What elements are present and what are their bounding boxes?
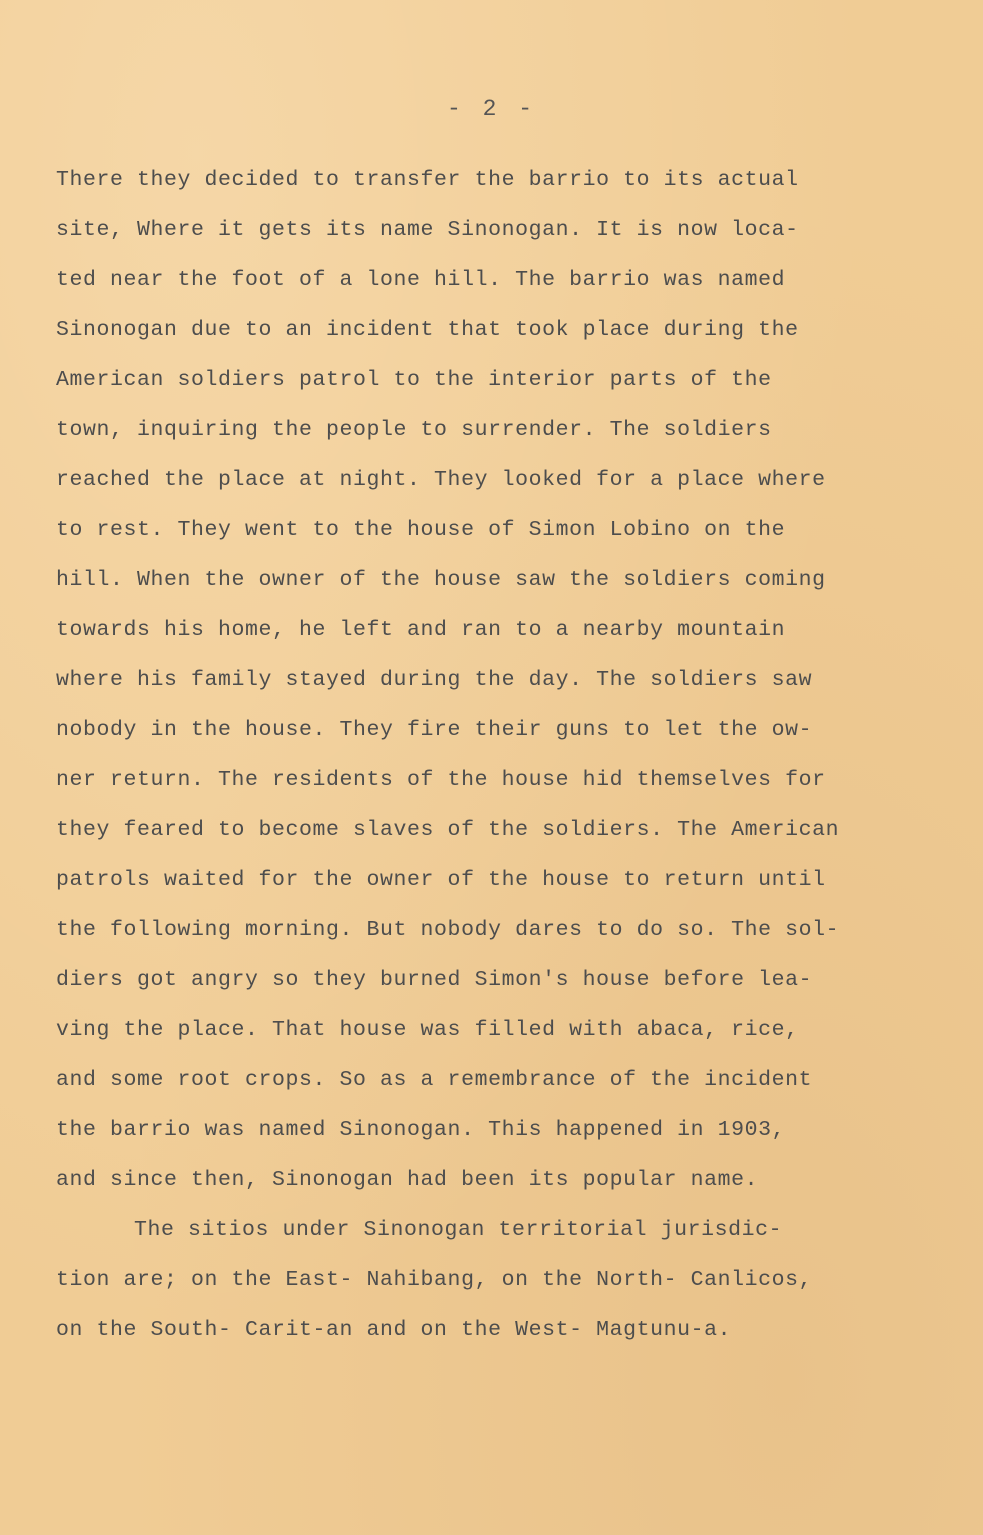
text-line: on the South- Carit-an and on the West- Magtunu-a.: [56, 1318, 732, 1342]
text-line: the following morning. But nobody dares to do so. The sol-: [56, 918, 840, 942]
text-line: towards his home, he left and ran to a nearby mountain: [56, 618, 786, 642]
text-line: American soldiers patrol to the interior parts of the: [56, 368, 772, 392]
text-line: hill. When the owner of the house saw the soldiers coming: [56, 568, 826, 592]
text-line: There they decided to transfer the barrio to its actual: [56, 168, 799, 192]
text-line: and since then, Sinonogan had been its popular name.: [56, 1168, 759, 1192]
text-line: site, Where it gets its name Sinonogan. It is now loca-: [56, 218, 799, 242]
text-line: patrols waited for the owner of the house to return until: [56, 868, 826, 892]
text-line: Sinonogan due to an incident that took place during the: [56, 318, 799, 342]
text-line: the barrio was named Sinonogan. This happened in 1903,: [56, 1118, 786, 1142]
text-line: they feared to become slaves of the soldiers. The American: [56, 818, 840, 842]
text-line: where his family stayed during the day. The soldiers saw: [56, 668, 813, 692]
page-number: - 2 -: [446, 96, 536, 122]
text-line: diers got angry so they burned Simon's house before lea-: [56, 968, 813, 992]
text-line: ted near the foot of a lone hill. The barrio was named: [56, 268, 786, 292]
text-line: tion are; on the East- Nahibang, on the North- Canlicos,: [56, 1268, 813, 1292]
text-line: town, inquiring the people to surrender. The soldiers: [56, 418, 772, 442]
text-line: The sitios under Sinonogan territorial jurisdic-: [134, 1218, 783, 1242]
text-line: and some root crops. So as a remembrance of the incident: [56, 1068, 813, 1092]
text-line: ner return. The residents of the house hid themselves for: [56, 768, 826, 792]
text-line: ving the place. That house was filled with abaca, rice,: [56, 1018, 799, 1042]
text-line: nobody in the house. They fire their guns to let the ow-: [56, 718, 813, 742]
text-line: reached the place at night. They looked for a place where: [56, 468, 826, 492]
text-line: to rest. They went to the house of Simon Lobino on the: [56, 518, 786, 542]
